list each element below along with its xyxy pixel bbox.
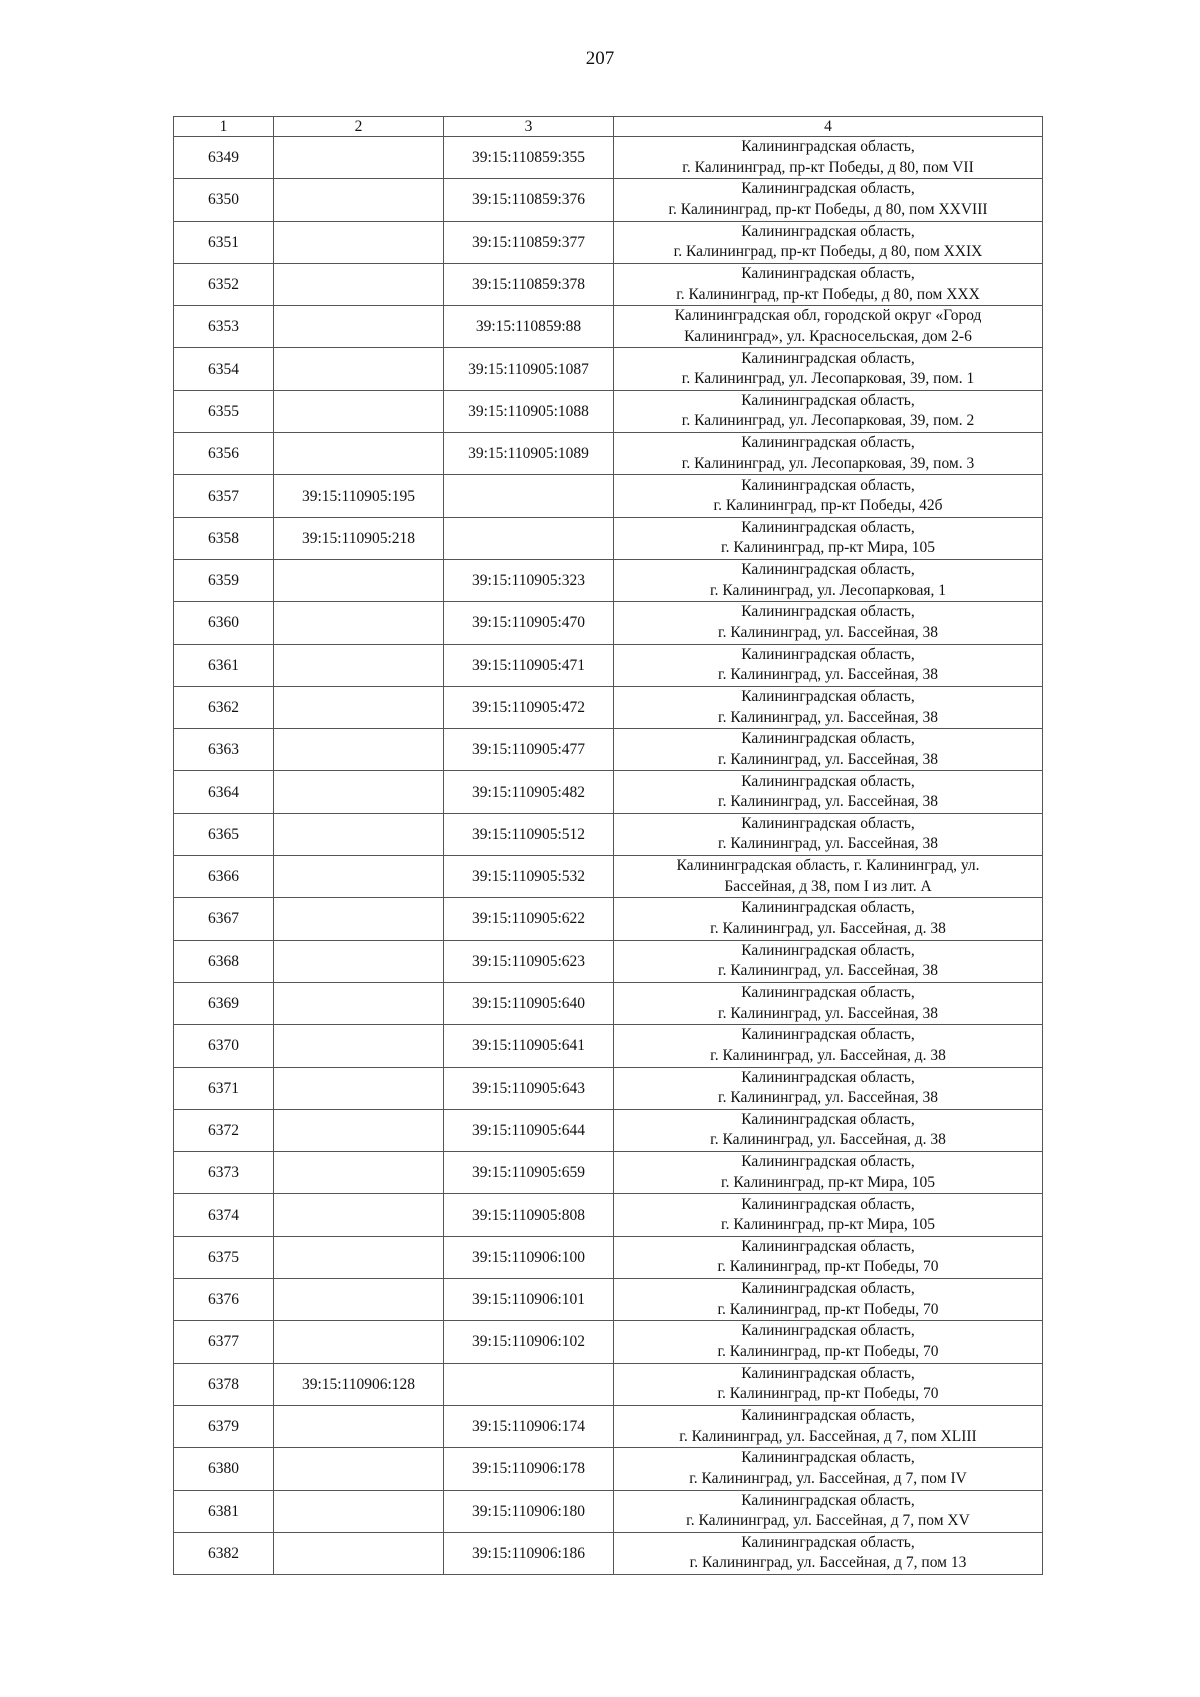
cadastral-number-cell: 39:15:110859:376 — [444, 179, 614, 221]
address-line-2: г. Калининград, ул. Бассейная, 38 — [717, 623, 939, 641]
address-cell — [614, 729, 1043, 771]
page-number: 207 — [585, 48, 615, 69]
row-number-cell: 6368 — [174, 940, 274, 982]
address-line-2: г. Калининград, ул. Бассейная, 38 — [717, 750, 939, 768]
cadastral-number-cell: 39:15:110859:378 — [444, 263, 614, 305]
table-row — [174, 644, 1043, 686]
address-line-1: Калининградская область, — [741, 1322, 915, 1340]
address-line-2: г. Калининград, ул. Бассейная, 38 — [717, 1089, 939, 1107]
table-row — [174, 602, 1043, 644]
table-row — [174, 433, 1043, 475]
address-cell — [614, 898, 1043, 940]
cadastral-number-cell — [274, 1152, 444, 1194]
address-cell — [614, 1109, 1043, 1151]
row-number-cell: 6351 — [174, 221, 274, 263]
address-line-2: г. Калининград, пр-кт Мира, 105 — [721, 1216, 935, 1234]
row-number-cell: 6369 — [174, 982, 274, 1024]
cadastral-number-cell: 39:15:110905:659 — [444, 1152, 614, 1194]
address-cell — [614, 813, 1043, 855]
address-line-1: Калининградская область, — [741, 899, 915, 917]
address-line-1: Калининградская область, — [741, 603, 915, 621]
address-line-1: Калининградская область, г. Калининград, ул. — [676, 857, 980, 875]
table-row — [174, 1363, 1043, 1405]
row-number-cell: 6378 — [174, 1363, 274, 1405]
address-line-1: Калининградская область, — [741, 645, 915, 663]
table-row — [174, 856, 1043, 898]
row-number-cell: 6354 — [174, 348, 274, 390]
row-number-cell: 6349 — [174, 137, 274, 179]
address-line-1: Калининградская область, — [741, 1237, 915, 1255]
cadastral-number-cell — [274, 1490, 444, 1532]
cadastral-number-cell — [274, 602, 444, 644]
cadastral-number-cell: 39:15:110905:644 — [444, 1109, 614, 1151]
address-line-2: г. Калининград, ул. Бассейная, 38 — [717, 708, 939, 726]
address-cell — [614, 348, 1043, 390]
table-row — [174, 982, 1043, 1024]
address-cell — [614, 306, 1043, 348]
table-row — [174, 1194, 1043, 1236]
address-line-2: г. Калининград, ул. Лесопарковая, 1 — [710, 581, 946, 599]
cadastral-number-cell — [444, 1363, 614, 1405]
table-row — [174, 475, 1043, 517]
table-row — [174, 1109, 1043, 1151]
table-row — [174, 1279, 1043, 1321]
row-number-cell: 6360 — [174, 602, 274, 644]
cadastral-number-cell: 39:15:110859:88 — [444, 306, 614, 348]
row-number-cell: 6372 — [174, 1109, 274, 1151]
cadastral-number-cell — [274, 856, 444, 898]
address-cell — [614, 1025, 1043, 1067]
row-number-cell: 6367 — [174, 898, 274, 940]
row-number-cell: 6374 — [174, 1194, 274, 1236]
table-row — [174, 517, 1043, 559]
address-cell — [614, 856, 1043, 898]
cadastral-number-cell: 39:15:110905:1087 — [444, 348, 614, 390]
row-number-cell: 6366 — [174, 856, 274, 898]
cadastral-number-cell — [444, 517, 614, 559]
cadastral-number-cell — [274, 729, 444, 771]
address-line-1: Калининградская область, — [741, 518, 915, 536]
address-line-1: Калининградская область, — [741, 222, 915, 240]
table-row — [174, 390, 1043, 432]
address-cell — [614, 1236, 1043, 1278]
address-line-2: г. Калининград, ул. Бассейная, д. 38 — [710, 1046, 946, 1064]
cadastral-number-cell: 39:15:110905:623 — [444, 940, 614, 982]
address-cell — [614, 559, 1043, 601]
address-line-1: Калининградская область, — [741, 561, 915, 579]
row-number-cell: 6365 — [174, 813, 274, 855]
row-number-cell: 6364 — [174, 771, 274, 813]
table-row — [174, 1025, 1043, 1067]
address-line-2: г. Калининград, пр-кт Победы, 70 — [717, 1385, 939, 1403]
cadastral-number-cell — [274, 559, 444, 601]
address-cell — [614, 602, 1043, 644]
cadastral-number-cell — [274, 390, 444, 432]
address-line-1: Калининградская область, — [741, 1407, 915, 1425]
address-line-2: г. Калининград, ул. Бассейная, д 7, пом IV — [689, 1469, 967, 1487]
address-cell — [614, 137, 1043, 179]
address-line-2: г. Калининград, пр-кт Победы, д 80, пом VII — [682, 158, 974, 176]
cadastral-number-cell — [274, 1236, 444, 1278]
address-line-1: Калининградская область, — [741, 265, 915, 283]
table-row — [174, 348, 1043, 390]
cadastral-number-cell — [274, 1109, 444, 1151]
cadastral-number-cell: 39:15:110905:532 — [444, 856, 614, 898]
cadastral-number-cell — [274, 1067, 444, 1109]
cadastral-number-cell — [274, 1448, 444, 1490]
address-cell — [614, 940, 1043, 982]
table-row — [174, 1067, 1043, 1109]
header-row — [174, 117, 1043, 137]
cadastral-number-cell — [274, 137, 444, 179]
cadastral-number-cell: 39:15:110906:178 — [444, 1448, 614, 1490]
table-row — [174, 179, 1043, 221]
address-cell — [614, 221, 1043, 263]
row-number-cell: 6381 — [174, 1490, 274, 1532]
row-number-cell: 6355 — [174, 390, 274, 432]
address-line-2: г. Калининград, ул. Бассейная, 38 — [717, 835, 939, 853]
cadastral-number-cell: 39:15:110859:355 — [444, 137, 614, 179]
table-row — [174, 686, 1043, 728]
cadastral-number-cell — [274, 1532, 444, 1574]
cadastral-number-cell: 39:15:110906:186 — [444, 1532, 614, 1574]
address-line-2: г. Калининград, пр-кт Победы, 42б — [713, 497, 943, 515]
address-line-1: Калининградская область, — [741, 1026, 915, 1044]
table-body — [174, 137, 1043, 1575]
table-row — [174, 1448, 1043, 1490]
registry-table — [173, 116, 1043, 1575]
address-line-2: г. Калининград, ул. Бассейная, 38 — [717, 962, 939, 980]
address-cell — [614, 1490, 1043, 1532]
table-row — [174, 729, 1043, 771]
cadastral-number-cell: 39:15:110905:470 — [444, 602, 614, 644]
address-cell — [614, 1321, 1043, 1363]
row-number-cell: 6358 — [174, 517, 274, 559]
address-cell — [614, 1405, 1043, 1447]
address-line-2: г. Калининград, пр-кт Победы, д 80, пом XXIX — [673, 243, 983, 261]
address-line-1: Калининградская область, — [741, 1195, 915, 1213]
cadastral-number-cell: 39:15:110905:512 — [444, 813, 614, 855]
address-line-1: Калининградская область, — [741, 1533, 915, 1551]
cadastral-number-cell — [274, 433, 444, 475]
address-line-1: Калининградская область, — [741, 1153, 915, 1171]
address-line-1: Калининградская область, — [741, 1280, 915, 1298]
address-line-1: Калининградская область, — [741, 688, 915, 705]
column-header-1: 1 — [174, 117, 274, 137]
address-line-1: Калининградская область, — [741, 1110, 915, 1128]
row-number-cell: 6350 — [174, 179, 274, 221]
address-line-1: Калининградская область, — [741, 1491, 915, 1509]
address-line-1: Калининградская обл, городской округ «Город — [674, 307, 982, 325]
table-row — [174, 221, 1043, 263]
address-cell — [614, 982, 1043, 1024]
address-cell — [614, 771, 1043, 813]
row-number-cell: 6379 — [174, 1405, 274, 1447]
cadastral-number-cell — [274, 348, 444, 390]
cadastral-number-cell — [274, 306, 444, 348]
address-line-1: Калининградская область, — [741, 1068, 915, 1086]
address-line-1: Калининградская область, — [741, 1449, 915, 1467]
address-line-2: г. Калининград, ул. Бассейная, 38 — [717, 793, 939, 811]
row-number-cell: 6362 — [174, 686, 274, 728]
cadastral-number-cell — [274, 982, 444, 1024]
cadastral-number-cell: 39:15:110859:377 — [444, 221, 614, 263]
table-row — [174, 898, 1043, 940]
address-line-1: Калининградская область, — [741, 138, 915, 156]
address-line-1: Калининградская область, — [741, 391, 915, 409]
address-line-2: Калининград», ул. Красносельская, дом 2-6 — [684, 327, 972, 345]
table-row — [174, 1405, 1043, 1447]
address-line-1: Калининградская область, — [741, 772, 915, 790]
address-line-2: г. Калининград, ул. Бассейная, д 7, пом XV — [686, 1512, 970, 1530]
address-line-2: г. Калининград, ул. Бассейная, 38 — [717, 1004, 939, 1022]
address-cell — [614, 1152, 1043, 1194]
address-line-2: г. Калининград, ул. Бассейная, д. 38 — [710, 919, 946, 937]
address-line-2: г. Калининград, ул. Бассейная, 38 — [717, 666, 939, 684]
table-row — [174, 771, 1043, 813]
address-line-2: г. Калининград, ул. Лесопарковая, 39, пом. 3 — [681, 454, 975, 472]
cadastral-number-cell — [274, 1279, 444, 1321]
address-cell — [614, 644, 1043, 686]
table-row — [174, 1152, 1043, 1194]
cadastral-number-cell: 39:15:110905:640 — [444, 982, 614, 1024]
table-header — [174, 117, 1043, 137]
table-row — [174, 940, 1043, 982]
address-line-1: Калининградская область, — [741, 180, 915, 198]
address-cell — [614, 390, 1043, 432]
table-row — [174, 306, 1043, 348]
address-line-2: г. Калининград, пр-кт Победы, 70 — [717, 1300, 939, 1318]
address-cell — [614, 686, 1043, 728]
row-number-cell: 6363 — [174, 729, 274, 771]
address-cell — [614, 1448, 1043, 1490]
address-line-2: г. Калининград, ул. Лесопарковая, 39, пом. 2 — [681, 412, 975, 430]
address-cell — [614, 1532, 1043, 1574]
cadastral-number-cell — [274, 940, 444, 982]
address-cell — [614, 1194, 1043, 1236]
cadastral-number-cell: 39:15:110905:1089 — [444, 433, 614, 475]
address-cell — [614, 517, 1043, 559]
address-line-2: г. Калининград, пр-кт Победы, д 80, пом XXX — [676, 285, 980, 303]
address-cell — [614, 179, 1043, 221]
row-number-cell: 6380 — [174, 1448, 274, 1490]
address-line-1: Калининградская область, — [741, 814, 915, 832]
address-line-2: г. Калининград, ул. Лесопарковая, 39, пом. 1 — [681, 370, 975, 388]
address-line-2: г. Калининград, пр-кт Мира, 105 — [721, 539, 935, 557]
address-line-1: Калининградская область, — [741, 941, 915, 959]
cadastral-number-cell — [274, 1405, 444, 1447]
row-number-cell: 6382 — [174, 1532, 274, 1574]
cadastral-number-cell: 39:15:110906:102 — [444, 1321, 614, 1363]
table-row — [174, 263, 1043, 305]
cadastral-number-cell — [444, 475, 614, 517]
address-line-2: г. Калининград, пр-кт Победы, 70 — [717, 1342, 939, 1360]
row-number-cell: 6356 — [174, 433, 274, 475]
address-cell — [614, 433, 1043, 475]
cadastral-number-cell: 39:15:110905:195 — [274, 475, 444, 517]
address-line-1: Калининградская область, — [741, 984, 915, 1002]
cadastral-number-cell: 39:15:110905:471 — [444, 644, 614, 686]
table-row — [174, 1321, 1043, 1363]
address-cell — [614, 263, 1043, 305]
column-header-2: 2 — [274, 117, 444, 137]
address-line-2: г. Калининград, пр-кт Победы, д 80, пом XXVIII — [668, 200, 988, 218]
cadastral-number-cell: 39:15:110906:174 — [444, 1405, 614, 1447]
cadastral-number-cell — [274, 813, 444, 855]
cadastral-number-cell: 39:15:110905:622 — [444, 898, 614, 940]
address-line-2: г. Калининград, ул. Бассейная, д 7, пом 13 — [689, 1554, 967, 1572]
row-number-cell: 6359 — [174, 559, 274, 601]
cadastral-number-cell: 39:15:110905:643 — [444, 1067, 614, 1109]
cadastral-number-cell — [274, 179, 444, 221]
address-line-2: г. Калининград, пр-кт Победы, 70 — [717, 1258, 939, 1276]
cadastral-number-cell: 39:15:110906:180 — [444, 1490, 614, 1532]
cadastral-number-cell: 39:15:110906:100 — [444, 1236, 614, 1278]
row-number-cell: 6361 — [174, 644, 274, 686]
address-cell — [614, 1067, 1043, 1109]
cadastral-number-cell: 39:15:110905:477 — [444, 729, 614, 771]
row-number-cell: 6377 — [174, 1321, 274, 1363]
cadastral-number-cell: 39:15:110906:128 — [274, 1363, 444, 1405]
cadastral-number-cell — [274, 771, 444, 813]
address-line-1: Калининградская область, — [741, 476, 915, 494]
cadastral-number-cell — [274, 1321, 444, 1363]
cadastral-number-cell — [274, 686, 444, 728]
address-cell — [614, 1279, 1043, 1321]
address-line-2: г. Калининград, пр-кт Мира, 105 — [721, 1173, 935, 1191]
cadastral-number-cell: 39:15:110905:218 — [274, 517, 444, 559]
address-cell — [614, 1363, 1043, 1405]
column-header-4: 4 — [614, 117, 1043, 137]
address-line-2: г. Калининград, ул. Бассейная, д. 38 — [710, 1131, 946, 1149]
table-row — [174, 1236, 1043, 1278]
row-number-cell: 6370 — [174, 1025, 274, 1067]
row-number-cell: 6373 — [174, 1152, 274, 1194]
address-line-1: Калининградская область, — [741, 349, 915, 367]
table-row — [174, 137, 1043, 179]
address-line-1: Калининградская область, — [741, 1364, 915, 1382]
row-number-cell: 6376 — [174, 1279, 274, 1321]
cadastral-number-cell: 39:15:110905:323 — [444, 559, 614, 601]
table-row — [174, 559, 1043, 601]
row-number-cell: 6375 — [174, 1236, 274, 1278]
cadastral-number-cell — [274, 1194, 444, 1236]
address-line-1: Калининградская область, — [741, 434, 915, 452]
address-line-2: г. Калининград, ул. Бассейная, д 7, пом XLIII — [679, 1427, 977, 1445]
cadastral-number-cell: 39:15:110905:1088 — [444, 390, 614, 432]
table-row — [174, 1490, 1043, 1532]
row-number-cell: 6371 — [174, 1067, 274, 1109]
address-cell — [614, 475, 1043, 517]
table-row — [174, 1532, 1043, 1574]
cadastral-number-cell: 39:15:110905:472 — [444, 686, 614, 728]
cadastral-number-cell — [274, 644, 444, 686]
cadastral-number-cell — [274, 263, 444, 305]
cadastral-number-cell: 39:15:110905:641 — [444, 1025, 614, 1067]
row-number-cell: 6353 — [174, 306, 274, 348]
table-row — [174, 813, 1043, 855]
cadastral-number-cell: 39:15:110905:808 — [444, 1194, 614, 1236]
cadastral-number-cell — [274, 898, 444, 940]
cadastral-number-cell: 39:15:110906:101 — [444, 1279, 614, 1321]
row-number-cell: 6352 — [174, 263, 274, 305]
cadastral-number-cell — [274, 1025, 444, 1067]
address-line-1: Калининградская область, — [741, 730, 915, 748]
cadastral-number-cell: 39:15:110905:482 — [444, 771, 614, 813]
column-header-3: 3 — [444, 117, 614, 137]
cadastral-number-cell — [274, 221, 444, 263]
address-line-2: Бассейная, д 38, пом I из лит. А — [724, 877, 932, 895]
row-number-cell: 6357 — [174, 475, 274, 517]
